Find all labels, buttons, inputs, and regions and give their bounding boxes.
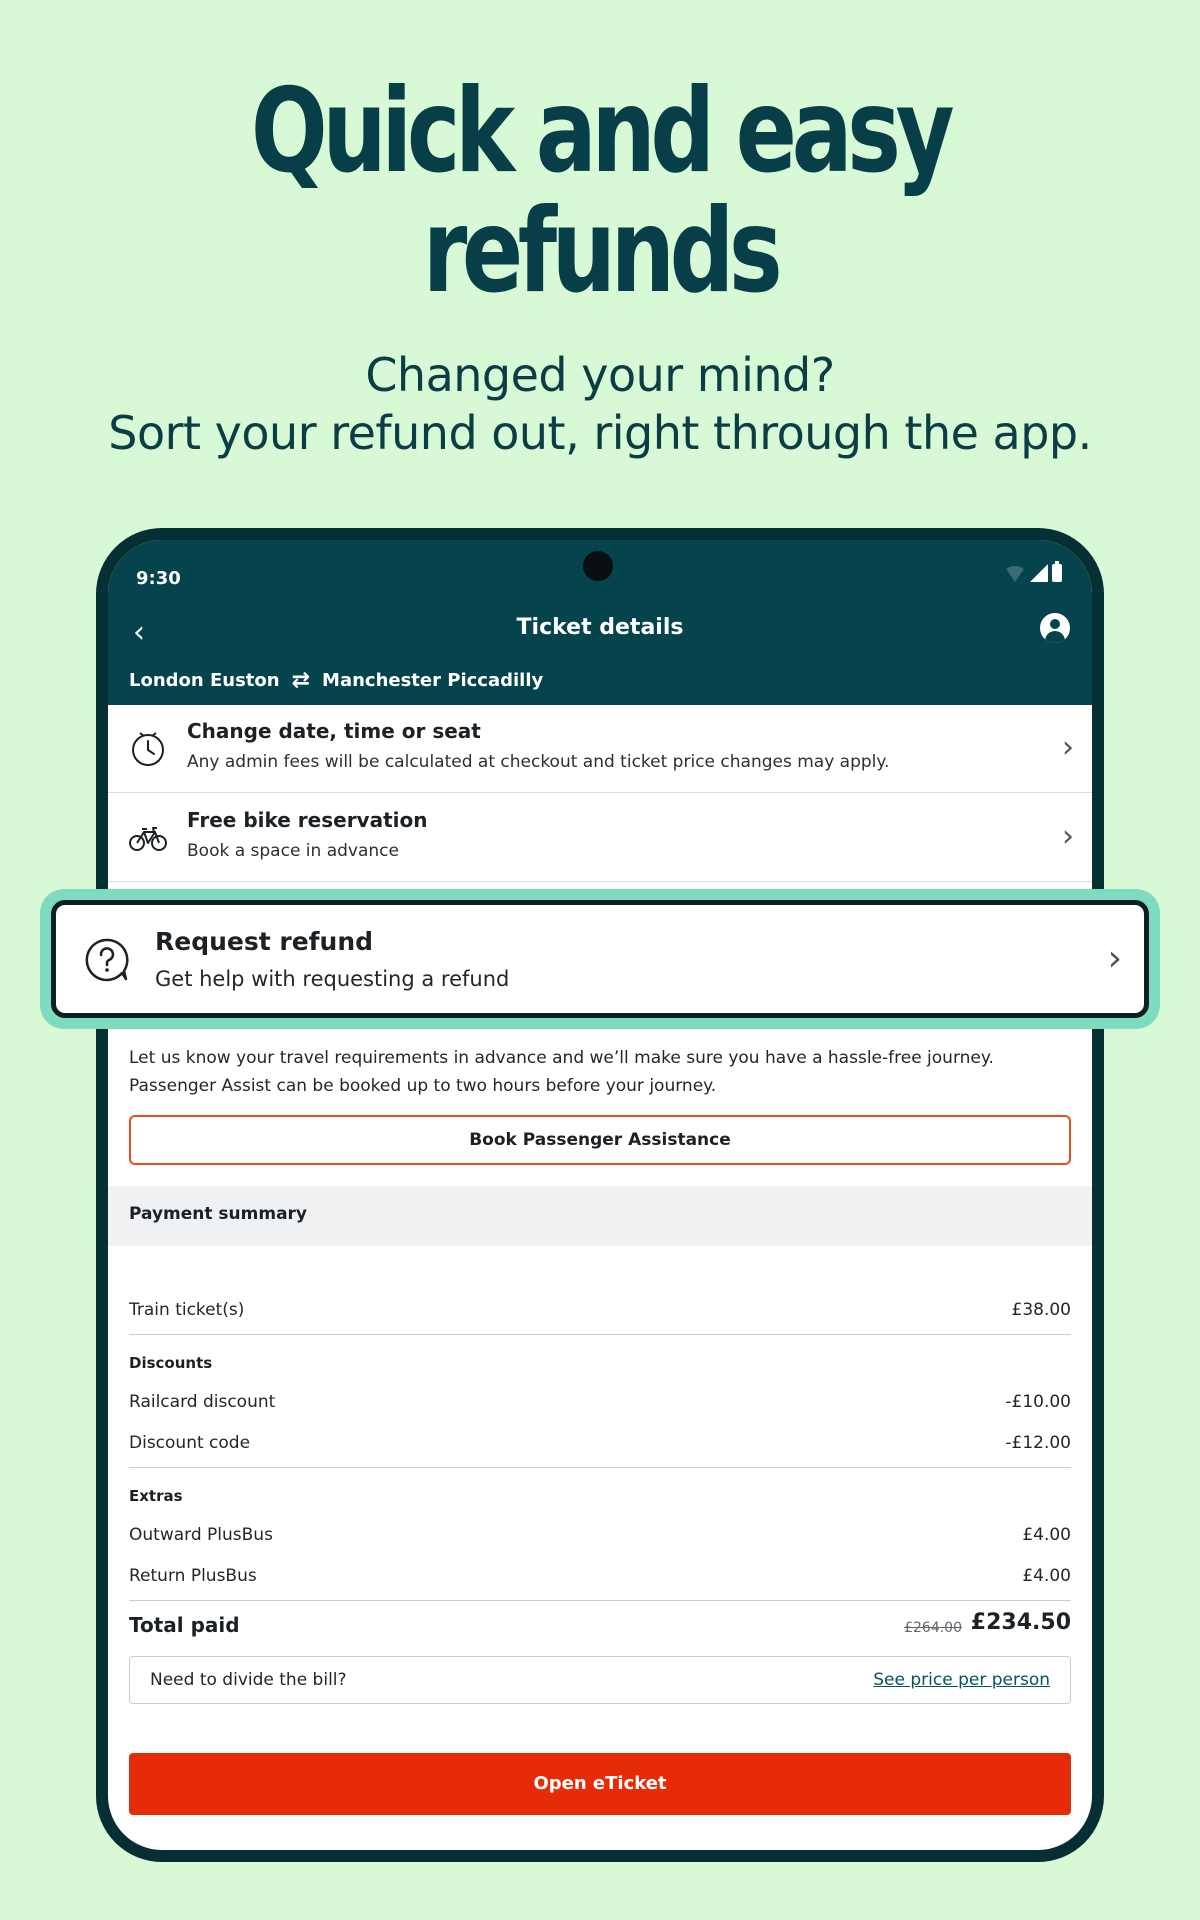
divider (129, 1467, 1071, 1468)
promo-subheading (0, 346, 1200, 462)
discount-label: Discount code (129, 1433, 251, 1453)
discount-value: -£12.00 (1005, 1433, 1071, 1453)
swap-arrows-icon: ⇄ (291, 667, 311, 693)
wifi-icon (1004, 566, 1026, 582)
payment-summary-title: Payment summary (129, 1204, 308, 1224)
request-refund-desc: Get help with requesting a refund (155, 967, 510, 991)
open-eticket-button[interactable]: Open eTicket (129, 1753, 1071, 1815)
route-summary (129, 667, 544, 693)
clock-icon (128, 729, 168, 769)
chevron-right-icon: › (1107, 938, 1122, 979)
phone-frame (96, 528, 1104, 1862)
app-header (108, 540, 1092, 705)
discount-line (129, 1392, 1071, 1412)
ticket-label: Train ticket(s) (129, 1300, 245, 1320)
headline-line-2: refunds (422, 184, 778, 319)
discount-line (129, 1433, 1071, 1453)
divider (129, 1600, 1071, 1601)
help-question-icon (84, 937, 130, 983)
passenger-assist-text: Let us know your travel requirements in advance and we’ll make sure you have a hassle-free journey. Passenger Assist can be booked up to two hours before your journey. (129, 1048, 994, 1096)
status-icons (1004, 564, 1062, 582)
destination-station: Manchester Piccadilly (322, 670, 544, 691)
chevron-right-icon: › (1062, 730, 1074, 765)
origin-station: London Euston (129, 670, 280, 691)
promo-headline (132, 64, 1068, 319)
back-chevron-icon[interactable]: ‹ (133, 615, 145, 650)
extra-line (129, 1525, 1071, 1545)
request-refund-title: Request refund (155, 927, 374, 956)
camera-cutout (583, 551, 613, 581)
request-refund-row[interactable] (51, 900, 1149, 1018)
account-icon[interactable] (1040, 613, 1070, 643)
subheading-line-1: Changed your mind? (365, 348, 835, 402)
extra-line (129, 1566, 1071, 1586)
phone-screen (108, 540, 1092, 1850)
headline-line-1: Quick and easy (250, 64, 950, 199)
divide-bill-box (129, 1656, 1071, 1704)
payment-summary-header (108, 1186, 1092, 1246)
original-price: £264.00 (904, 1620, 962, 1636)
extras-label: Extras (129, 1487, 183, 1505)
extra-label: Return PlusBus (129, 1566, 257, 1586)
bike-reservation-title: Free bike reservation (187, 808, 428, 832)
ticket-value: £38.00 (1011, 1300, 1071, 1320)
signal-icon (1030, 564, 1048, 582)
total-paid-value: £234.50 (970, 1610, 1071, 1635)
extra-value: £4.00 (1022, 1566, 1071, 1586)
discount-value: -£10.00 (1005, 1392, 1071, 1412)
extra-value: £4.00 (1022, 1525, 1071, 1545)
ticket-line (129, 1300, 1071, 1320)
price-per-person-link[interactable]: See price per person (873, 1670, 1050, 1690)
book-passenger-assistance-button[interactable]: Book Passenger Assistance (129, 1115, 1071, 1165)
status-time: 9:30 (136, 568, 181, 589)
discounts-label: Discounts (129, 1354, 213, 1372)
chevron-right-icon: › (1062, 819, 1074, 854)
bike-reservation-desc: Book a space in advance (187, 841, 399, 861)
divide-bill-question: Need to divide the bill? (150, 1670, 347, 1690)
discount-label: Railcard discount (129, 1392, 276, 1412)
change-journey-title: Change date, time or seat (187, 719, 481, 743)
extra-label: Outward PlusBus (129, 1525, 273, 1545)
battery-icon (1052, 564, 1062, 582)
page-title: Ticket details (516, 615, 684, 640)
change-journey-desc: Any admin fees will be calculated at checkout and ticket price changes may apply. (187, 752, 890, 772)
divider (129, 1334, 1071, 1335)
bike-reservation-row[interactable] (108, 794, 1092, 882)
subheading-line-2: Sort your refund out, right through the app. (108, 406, 1092, 460)
bicycle-icon (128, 818, 168, 858)
change-journey-row[interactable] (108, 705, 1092, 793)
total-paid-label: Total paid (129, 1613, 240, 1637)
